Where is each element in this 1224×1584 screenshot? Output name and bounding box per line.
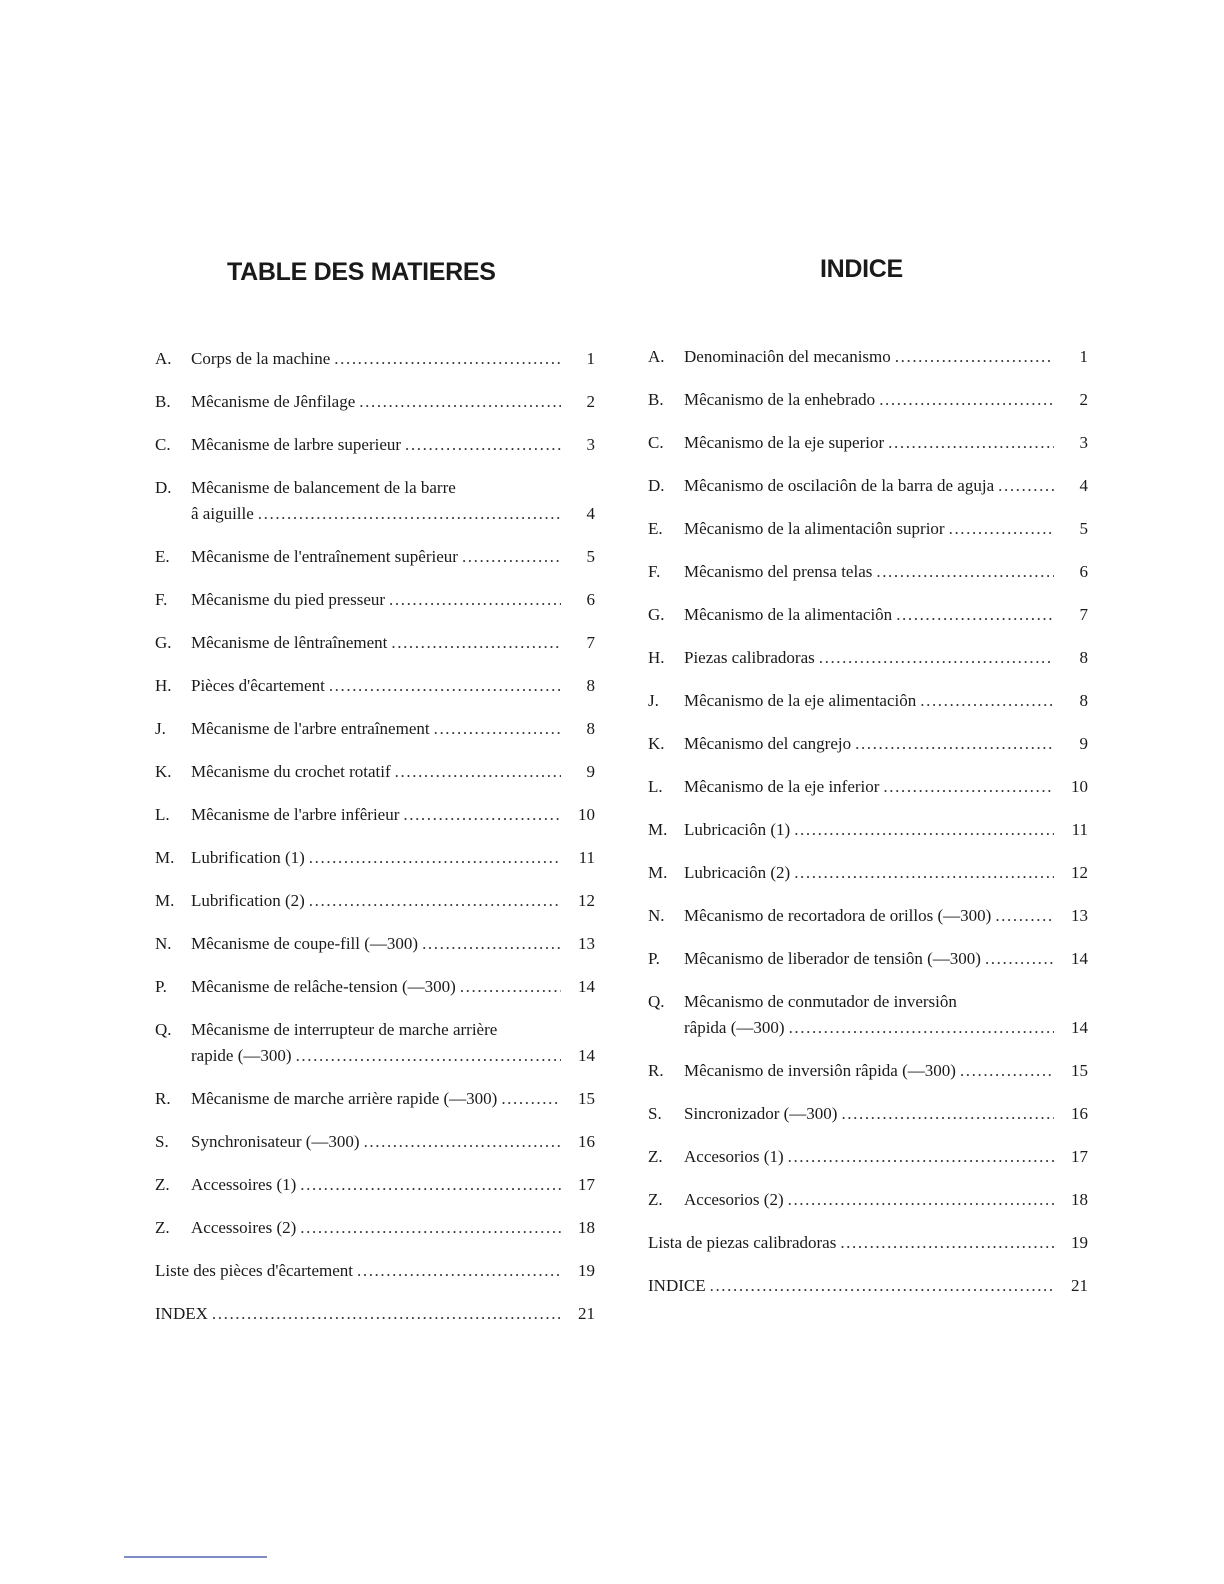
toc-entry-letter: R. <box>648 1061 664 1080</box>
toc-entry <box>648 946 1088 972</box>
dot-leader <box>794 860 1054 886</box>
toc-entry-page-number: 4 <box>1079 476 1088 495</box>
toc-entry-title: Mêcanisme de l'arbre entraînement <box>191 719 430 738</box>
toc-entry-page-number: 3 <box>586 435 595 454</box>
dot-leader <box>985 946 1054 972</box>
dot-leader <box>389 587 561 613</box>
toc-entry <box>155 1017 595 1069</box>
toc-entry-page-number: 3 <box>1079 433 1088 452</box>
toc-entry-page-number: 16 <box>578 1132 595 1151</box>
toc-entry <box>648 430 1088 456</box>
toc-entry-letter: F. <box>648 562 661 581</box>
toc-entry <box>648 602 1088 628</box>
toc-entry-title: Lubrification (2) <box>191 891 305 910</box>
toc-entry-letter: Q. <box>648 992 665 1011</box>
toc-entry-title: Mêcanismo de la enhebrado <box>684 390 876 409</box>
toc-entry <box>155 673 595 699</box>
toc-entry <box>155 630 595 656</box>
toc-entry <box>648 1187 1088 1213</box>
toc-entry-page-number: 21 <box>1071 1276 1088 1295</box>
toc-entry-letter: L. <box>155 805 170 824</box>
dot-leader <box>334 346 561 372</box>
toc-entry <box>155 931 595 957</box>
dot-leader <box>883 774 1054 800</box>
toc-entry-letter: L. <box>648 777 663 796</box>
dot-leader <box>788 1187 1054 1213</box>
toc-entry-page-number: 6 <box>586 590 595 609</box>
toc-entry-page-number: 4 <box>586 504 595 523</box>
spanish-toc-list <box>648 344 1088 1316</box>
toc-entry-title-line1: Mêcanisme de balancement de la barre <box>191 478 456 497</box>
toc-entry <box>648 645 1088 671</box>
dot-leader <box>422 931 561 957</box>
toc-entry <box>648 473 1088 499</box>
toc-entry <box>155 475 595 527</box>
toc-entry <box>155 1086 595 1112</box>
toc-entry-page-number: 14 <box>578 977 595 996</box>
toc-entry-page-number: 13 <box>578 934 595 953</box>
toc-entry-letter: E. <box>648 519 663 538</box>
toc-entry-page-number: 16 <box>1071 1104 1088 1123</box>
dot-leader <box>995 903 1054 929</box>
spanish-toc-title: INDICE <box>820 255 903 283</box>
toc-entry-letter: P. <box>648 949 660 968</box>
toc-entry-page-number: 21 <box>578 1304 595 1323</box>
toc-entry-page-number: 19 <box>1071 1233 1088 1252</box>
dot-leader <box>434 716 561 742</box>
toc-entry-letter: G. <box>155 633 172 652</box>
toc-entry-letter: D. <box>648 476 665 495</box>
dot-leader <box>789 1015 1054 1041</box>
toc-entry-title: Lubricaciôn (1) <box>684 820 791 839</box>
toc-entry-letter: C. <box>155 435 171 454</box>
dot-leader <box>460 974 561 1000</box>
toc-entry-title: Mêcanismo del prensa telas <box>684 562 873 581</box>
toc-entry <box>648 1101 1088 1127</box>
dot-leader <box>258 501 561 527</box>
toc-entry-page-number: 7 <box>586 633 595 652</box>
toc-entry-letter: G. <box>648 605 665 624</box>
toc-entry-letter: P. <box>155 977 167 996</box>
dot-leader <box>300 1172 561 1198</box>
toc-entry-title: Mêcanisme de larbre superieur <box>191 435 402 454</box>
toc-entry <box>155 1258 595 1284</box>
toc-entry <box>648 688 1088 714</box>
toc-entry-title: Denominaciôn del mecanismo <box>684 347 891 366</box>
toc-entry-title: Lista de piezas calibradoras <box>648 1233 837 1252</box>
toc-entry-page-number: 14 <box>1071 949 1088 968</box>
toc-entry-page-number: 17 <box>578 1175 595 1194</box>
dot-leader <box>788 1144 1054 1170</box>
toc-entry <box>648 344 1088 370</box>
toc-entry-page-number: 8 <box>1079 691 1088 710</box>
dot-leader <box>296 1043 561 1069</box>
toc-entry-letter: R. <box>155 1089 171 1108</box>
toc-entry <box>155 587 595 613</box>
toc-entry-page-number: 5 <box>586 547 595 566</box>
toc-entry-page-number: 6 <box>1079 562 1088 581</box>
toc-entry-title: Accesorios (2) <box>684 1190 784 1209</box>
toc-entry-title: Mêcanisme de lêntraînement <box>191 633 388 652</box>
toc-entry-title: Mêcanismo de la eje superior <box>684 433 885 452</box>
toc-entry-letter: Z. <box>648 1147 663 1166</box>
toc-entry-title: INDEX <box>155 1304 208 1323</box>
toc-entry-title: Liste des pièces d'êcartement <box>155 1261 353 1280</box>
dot-leader <box>819 645 1054 671</box>
toc-entry-letter: J. <box>648 691 659 710</box>
toc-entry <box>155 716 595 742</box>
toc-entry-title: Mêcanismo de la eje alimentaciôn <box>684 691 917 710</box>
toc-entry-page-number: 1 <box>586 349 595 368</box>
toc-entry <box>155 544 595 570</box>
toc-entry-page-number: 12 <box>578 891 595 910</box>
toc-entry-letter: M. <box>648 863 668 882</box>
toc-entry-title: INDICE <box>648 1276 706 1295</box>
toc-entry-title: Mêcanismo de recortadora de orillos (—300) <box>684 906 992 925</box>
toc-entry <box>155 389 595 415</box>
toc-entry <box>648 860 1088 886</box>
toc-entry-letter: M. <box>155 848 175 867</box>
bottom-rule <box>124 1556 267 1558</box>
toc-entry-page-number: 5 <box>1079 519 1088 538</box>
toc-entry-letter: K. <box>648 734 665 753</box>
toc-entry-letter: N. <box>155 934 172 953</box>
dot-leader <box>876 559 1054 585</box>
toc-entry-page-number: 11 <box>578 848 595 867</box>
dot-leader <box>462 544 561 570</box>
toc-entry-title: Synchronisateur (—300) <box>191 1132 360 1151</box>
toc-entry-title: Mêcanisme de coupe-fill (—300) <box>191 934 419 953</box>
toc-entry <box>155 346 595 372</box>
toc-entry-letter: F. <box>155 590 168 609</box>
toc-entry-title: â aiguille <box>191 504 254 523</box>
toc-entry <box>648 1230 1088 1256</box>
toc-entry <box>648 516 1088 542</box>
toc-entry-title: Mêcanisme du crochet rotatif <box>191 762 391 781</box>
toc-entry-page-number: 15 <box>578 1089 595 1108</box>
toc-entry-letter: S. <box>648 1104 662 1123</box>
dot-leader <box>840 1230 1054 1256</box>
toc-entry-letter: B. <box>648 390 664 409</box>
toc-entry-page-number: 8 <box>586 719 595 738</box>
dot-leader <box>359 389 561 415</box>
toc-entry-title: Lubricaciôn (2) <box>684 863 791 882</box>
toc-entry-page-number: 15 <box>1071 1061 1088 1080</box>
toc-entry-page-number: 7 <box>1079 605 1088 624</box>
toc-entry-title: Mêcanisme de marche arrière rapide (—300) <box>191 1089 498 1108</box>
dot-leader <box>998 473 1054 499</box>
dot-leader <box>405 432 561 458</box>
toc-entry <box>155 432 595 458</box>
toc-entry-page-number: 17 <box>1071 1147 1088 1166</box>
toc-entry-letter: A. <box>648 347 665 366</box>
toc-entry-letter: H. <box>648 648 665 667</box>
toc-entry-title-line1: Mêcanismo de conmutador de inversiôn <box>684 992 957 1011</box>
french-toc-list <box>155 346 595 1344</box>
dot-leader <box>896 602 1054 628</box>
toc-entry-title-line1: Mêcanisme de interrupteur de marche arrière <box>191 1020 498 1039</box>
toc-entry-letter: N. <box>648 906 665 925</box>
toc-entry-title: Mêcanismo de liberador de tensiôn (—300) <box>684 949 981 968</box>
dot-leader <box>710 1273 1054 1299</box>
toc-entry-title: Lubrification (1) <box>191 848 305 867</box>
toc-entry-letter: Z. <box>155 1218 170 1237</box>
dot-leader <box>403 802 561 828</box>
toc-entry <box>648 731 1088 757</box>
toc-entry-page-number: 8 <box>1079 648 1088 667</box>
toc-entry-page-number: 14 <box>1071 1018 1088 1037</box>
toc-entry <box>648 1273 1088 1299</box>
toc-entry-page-number: 2 <box>1079 390 1088 409</box>
dot-leader <box>960 1058 1054 1084</box>
dot-leader <box>391 630 561 656</box>
toc-entry <box>648 989 1088 1041</box>
dot-leader <box>920 688 1054 714</box>
toc-entry <box>155 1129 595 1155</box>
toc-entry-title: Mêcanisme de l'arbre infêrieur <box>191 805 400 824</box>
toc-entry-title: Mêcanismo de la eje inferior <box>684 777 880 796</box>
toc-entry <box>155 974 595 1000</box>
toc-entry-page-number: 10 <box>578 805 595 824</box>
dot-leader <box>300 1215 561 1241</box>
toc-entry <box>648 774 1088 800</box>
toc-entry-page-number: 8 <box>586 676 595 695</box>
toc-entry-page-number: 19 <box>578 1261 595 1280</box>
dot-leader <box>841 1101 1054 1127</box>
toc-entry <box>648 1144 1088 1170</box>
toc-entry-title: Mêcanismo del cangrejo <box>684 734 852 753</box>
toc-entry-page-number: 10 <box>1071 777 1088 796</box>
toc-entry <box>155 802 595 828</box>
toc-entry <box>648 903 1088 929</box>
toc-entry <box>648 817 1088 843</box>
toc-entry-title: Piezas calibradoras <box>684 648 815 667</box>
dot-leader <box>357 1258 561 1284</box>
dot-leader <box>364 1129 561 1155</box>
dot-leader <box>501 1086 561 1112</box>
toc-entry-title: Mêcanisme du pied presseur <box>191 590 386 609</box>
dot-leader <box>309 888 561 914</box>
toc-entry <box>648 1058 1088 1084</box>
toc-entry-letter: E. <box>155 547 170 566</box>
toc-entry-title: Accessoires (2) <box>191 1218 297 1237</box>
toc-entry-title: Mêcanismo de inversiôn râpida (—300) <box>684 1061 956 1080</box>
toc-entry <box>155 759 595 785</box>
french-toc-title: TABLE DES MATIERES <box>227 258 496 286</box>
toc-entry-page-number: 12 <box>1071 863 1088 882</box>
toc-entry <box>155 1215 595 1241</box>
dot-leader <box>949 516 1054 542</box>
toc-entry-title: Accesorios (1) <box>684 1147 784 1166</box>
toc-entry-letter: K. <box>155 762 172 781</box>
dot-leader <box>395 759 561 785</box>
toc-entry-title: Mêcanisme de l'entraînement supêrieur <box>191 547 458 566</box>
toc-entry-title: Pièces d'êcartement <box>191 676 325 695</box>
toc-entry <box>155 845 595 871</box>
toc-entry-page-number: 13 <box>1071 906 1088 925</box>
toc-entry-page-number: 1 <box>1079 347 1088 366</box>
toc-entry-title: Accessoires (1) <box>191 1175 297 1194</box>
toc-entry-letter: C. <box>648 433 664 452</box>
toc-entry-letter: D. <box>155 478 172 497</box>
toc-entry-title: Mêcanisme de relâche-tension (—300) <box>191 977 456 996</box>
toc-entry-letter: M. <box>155 891 175 910</box>
toc-entry-page-number: 18 <box>1071 1190 1088 1209</box>
toc-entry <box>648 387 1088 413</box>
toc-entry-letter: B. <box>155 392 171 411</box>
dot-leader <box>888 430 1054 456</box>
dot-leader <box>879 387 1054 413</box>
toc-entry-letter: S. <box>155 1132 169 1151</box>
toc-entry-title: râpida (—300) <box>684 1018 785 1037</box>
dot-leader <box>212 1301 561 1327</box>
toc-entry-title: Sincronizador (—300) <box>684 1104 838 1123</box>
dot-leader <box>309 845 561 871</box>
toc-entry <box>155 1301 595 1327</box>
toc-entry-title: Corps de la machine <box>191 349 331 368</box>
toc-entry <box>155 1172 595 1198</box>
toc-entry-page-number: 2 <box>586 392 595 411</box>
toc-entry-page-number: 9 <box>586 762 595 781</box>
toc-entry <box>155 888 595 914</box>
toc-entry-page-number: 11 <box>1071 820 1088 839</box>
dot-leader <box>329 673 561 699</box>
toc-entry-letter: A. <box>155 349 172 368</box>
toc-entry-title: Mêcanisme de Jênfilage <box>191 392 356 411</box>
toc-entry <box>648 559 1088 585</box>
toc-entry-letter: Q. <box>155 1020 172 1039</box>
toc-entry-letter: M. <box>648 820 668 839</box>
toc-entry-letter: J. <box>155 719 166 738</box>
toc-entry-page-number: 14 <box>578 1046 595 1065</box>
toc-entry-title: Mêcanismo de la alimentaciôn suprior <box>684 519 945 538</box>
toc-entry-letter: H. <box>155 676 172 695</box>
toc-entry-title: Mêcanismo de la alimentaciôn <box>684 605 893 624</box>
toc-entry-page-number: 18 <box>578 1218 595 1237</box>
dot-leader <box>855 731 1054 757</box>
dot-leader <box>794 817 1054 843</box>
toc-entry-title: rapide (—300) <box>191 1046 292 1065</box>
toc-entry-letter: Z. <box>648 1190 663 1209</box>
dot-leader <box>895 344 1054 370</box>
toc-entry-letter: Z. <box>155 1175 170 1194</box>
toc-entry-page-number: 9 <box>1079 734 1088 753</box>
toc-entry-title: Mêcanismo de oscilaciôn de la barra de aguja <box>684 476 995 495</box>
